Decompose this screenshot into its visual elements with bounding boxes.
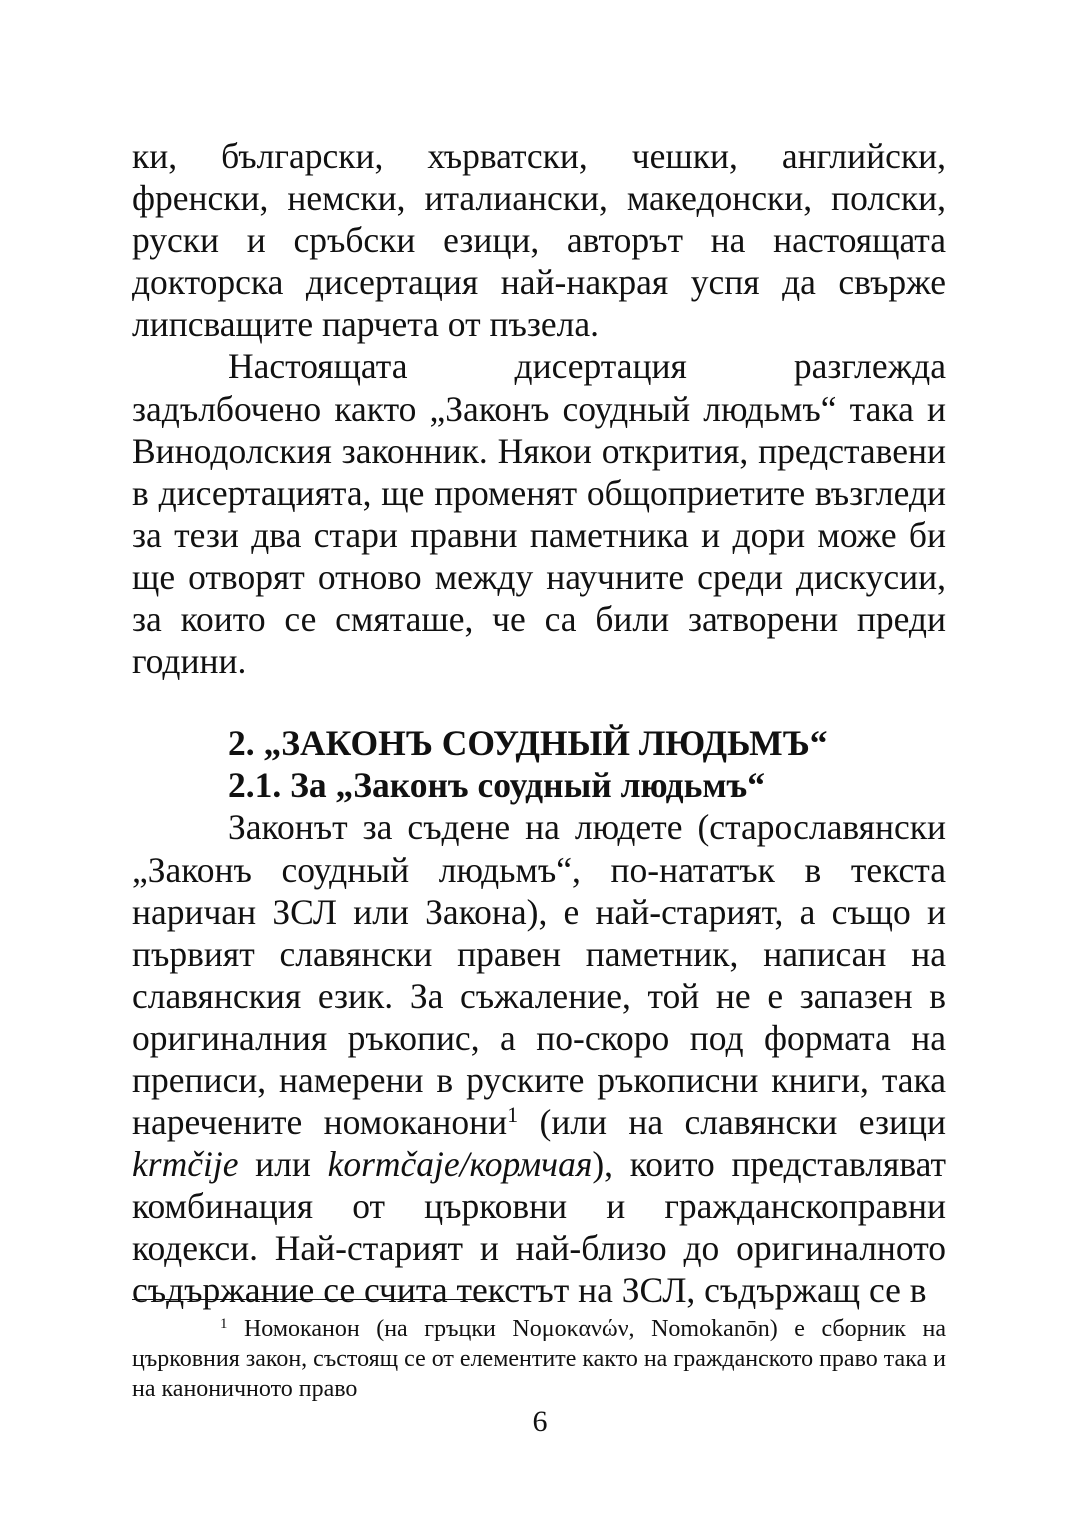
paragraph-law-text-3: или <box>238 1144 328 1185</box>
italic-term-kormcaje: kormčaje/кормчая <box>327 1144 593 1185</box>
chapter-heading: 2. „ЗАКОНЪ СОУДНЫЙ ЛЮДЬМЪ“ <box>228 723 828 764</box>
paragraph-law-text-4: ), които представляват комбинация от църковни и гражданскоправни кодекси. Най-старият и най-близо до оригиналното съдържание се счита текстът на ЗСЛ, съдържащ се в <box>132 1144 946 1311</box>
footnote-reference: 1 <box>507 1101 519 1127</box>
footnote <box>132 1314 946 1404</box>
paragraph-continuation: ки, български, хърватски, чешки, английски, френски, немски, италиански, македонски, полски, руски и сръбски езици, авторът на настоящата докторска дисертация най-накрая успя да свърже липсващите парчета от пъзела. <box>132 136 946 345</box>
footnote-number: 1 <box>220 1315 228 1332</box>
footnote-text: Номоканон (на гръцки Νομοκανών, Nomokanōn) е сборник на църковния закон, състоящ се от елементите както на гражданското право така и на каноничното право <box>132 1316 946 1402</box>
italic-term-krmcije: krmčije <box>132 1144 239 1185</box>
paragraph-law-text-2: (или на славянски езици <box>518 1102 946 1143</box>
section-heading: 2.1. За „Законъ соудный людьмъ“ <box>228 765 765 806</box>
paragraph-law-description <box>132 806 946 1311</box>
page-number: 6 <box>532 1405 548 1438</box>
paragraph-dissertation-scope: Настоящата дисертация разглежда задълбочено както „Законъ соудный людьмъ“ така и Винодолския законник. Някои открития, представени в дисертацията, ще променят общоприетите възгледи за тези два стари правни паметника и дори може би ще отворят отново между научните среди дискусии, за които се смяташе, че са били затворени преди години. <box>132 346 946 682</box>
footnote-separator <box>132 1299 503 1300</box>
paragraph-law-text-1: Законът за съдене на людете (старославянски „Законъ соудный людьмъ“, по-нататък в текста наричан ЗСЛ или Закона), е най-старият, а също и първият славянски правен паметник, написан на славянския език. За съжаление, той не е запазен в оригиналния ръкопис, а по-скоро под формата на преписи, намерени в руските ръкописни книги, така наречените номоканони <box>132 807 946 1143</box>
page-body <box>132 135 946 1312</box>
